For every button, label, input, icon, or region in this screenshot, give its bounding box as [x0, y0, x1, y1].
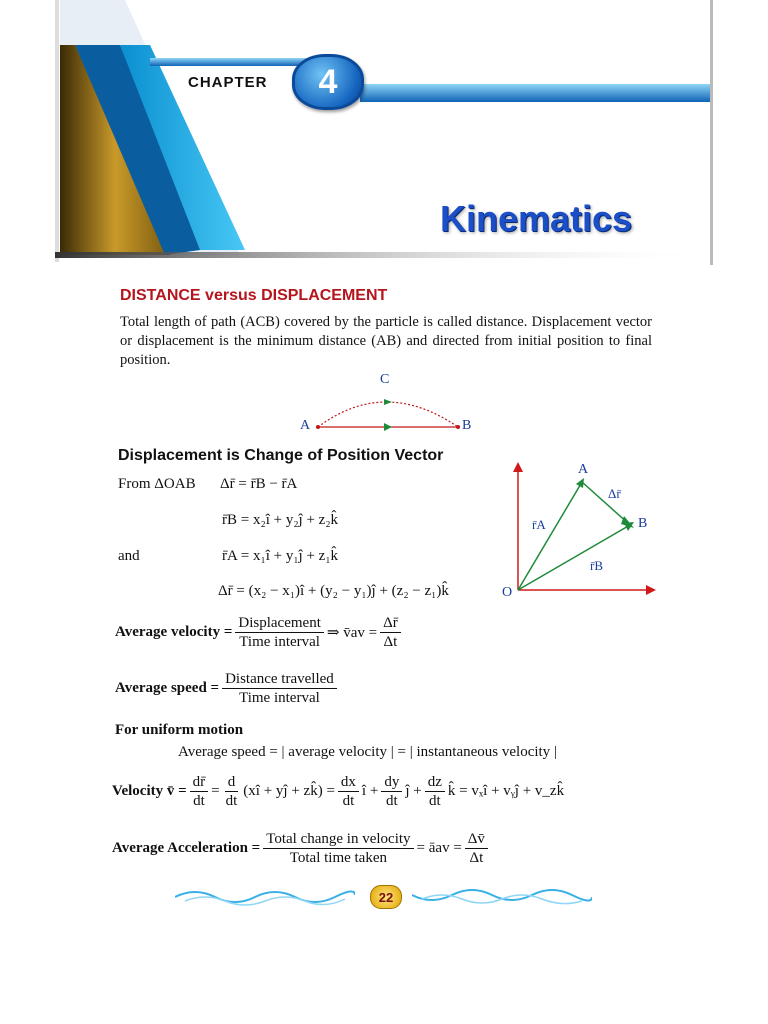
- average-acceleration-label: Average Acceleration =: [112, 840, 261, 856]
- velocity-tail-term: k̂ = vₓî + vᵧĵ + v_zk̂: [447, 783, 565, 799]
- page-title: Kinematics: [440, 198, 633, 239]
- average-speed-label: Average speed =: [115, 680, 220, 696]
- fraction-numerator: Displacement: [235, 614, 323, 633]
- vector-label-dr: Δr̄: [608, 486, 621, 501]
- equation-ra: r̄A = x₁î + y₁ĵ + z₁k̂: [222, 548, 339, 564]
- fraction-numerator: d: [225, 773, 239, 792]
- average-velocity-equation: [115, 614, 404, 651]
- average-speed-equation: [115, 670, 340, 707]
- delta-v-over-delta-t: [465, 830, 488, 867]
- dz-dt-fraction: [425, 773, 445, 810]
- and-label: and: [118, 548, 140, 564]
- uniform-motion-line: Average speed = | average velocity | = | instantaneous velocity |: [178, 744, 557, 760]
- fraction-numerator: dr̄: [190, 773, 209, 792]
- vector-label-b: B: [638, 516, 648, 531]
- fraction-denominator: dt: [225, 793, 238, 809]
- vector-label-o: O: [502, 585, 513, 600]
- velocity-label: Velocity v̄ =: [112, 783, 187, 799]
- average-velocity-fraction: [235, 614, 323, 651]
- dr-dt-fraction: [190, 773, 209, 810]
- fraction-numerator: dz: [425, 773, 445, 792]
- average-speed-fraction: [222, 670, 337, 707]
- j-term: ĵ +: [405, 783, 422, 799]
- equation-rb: r̄B = x₂î + y₂ĵ + z₂k̂: [222, 512, 339, 528]
- chapter-header-graphic: [0, 0, 768, 265]
- footer-wave-right: [412, 885, 592, 907]
- implies-velocity: ⇒ v̄av =: [326, 625, 378, 641]
- section-heading-distance: DISTANCE versus DISPLACEMENT: [120, 287, 388, 304]
- chapter-label: CHAPTER: [188, 74, 268, 91]
- from-oab-label: From ΔOAB: [118, 476, 196, 492]
- fraction-denominator: dt: [385, 793, 398, 809]
- vector-label-a: A: [578, 462, 589, 477]
- uniform-motion-heading: For uniform motion: [115, 722, 244, 738]
- average-acceleration-equation: [112, 830, 491, 867]
- vector-diagram: [500, 460, 660, 600]
- distance-paragraph: Total length of path (ACB) covered by the particle is called distance. Displacement vector or displacement is the minimum distance (AB) and directed from initial position to final position.: [120, 314, 652, 368]
- fraction-denominator: dt: [193, 793, 205, 809]
- average-velocity-label: Average velocity =: [115, 624, 233, 640]
- dx-dt-fraction: [338, 773, 359, 810]
- fraction-numerator: Total change in velocity: [263, 830, 413, 849]
- path-label-a: A: [300, 418, 311, 433]
- vector-label-rb: r̄B: [590, 558, 603, 573]
- section-heading-position-vector: Displacement is Change of Position Vector: [118, 447, 444, 464]
- fraction-numerator: Distance travelled: [222, 670, 337, 689]
- fraction-denominator: Total time taken: [289, 850, 388, 866]
- fraction-denominator: dt: [428, 793, 441, 809]
- equals-sign: =: [211, 783, 220, 799]
- d-dt-fraction: [223, 773, 241, 810]
- path-label-b: B: [462, 418, 472, 433]
- vector-label-ra: r̄A: [532, 517, 546, 532]
- fraction-denominator: dt: [342, 793, 355, 809]
- fraction-denominator: Time interval: [239, 634, 320, 650]
- fraction-denominator: Time interval: [239, 690, 320, 706]
- velocity-middle-term: (xî + yĵ + zk̂) =: [243, 783, 335, 799]
- fraction-numerator: dx: [338, 773, 359, 792]
- equation-delta-r: Δr̄ = r̄B − r̄A: [220, 476, 298, 492]
- acceleration-middle-term: = āav =: [416, 840, 462, 856]
- velocity-equation: [112, 773, 564, 810]
- chapter-number-badge: 4: [292, 54, 364, 110]
- fraction-numerator: dy: [381, 773, 402, 792]
- average-acceleration-fraction: [263, 830, 413, 867]
- equation-delta-r-components: Δr̄ = (x₂ − x₁)î + (y₂ − y₁)ĵ + (z₂ − z₁)k̂: [218, 583, 449, 599]
- i-term: î +: [361, 783, 379, 799]
- fraction-denominator: Δt: [469, 850, 484, 866]
- footer-wave-left: [175, 885, 355, 907]
- dy-dt-fraction: [381, 773, 402, 810]
- delta-r-over-delta-t: [380, 614, 401, 651]
- page-number-badge: 22: [370, 885, 402, 909]
- fraction-denominator: Δt: [383, 634, 398, 650]
- fraction-numerator: Δr̄: [380, 614, 401, 633]
- fraction-numerator: Δv̄: [465, 830, 488, 849]
- path-label-c: C: [380, 372, 390, 387]
